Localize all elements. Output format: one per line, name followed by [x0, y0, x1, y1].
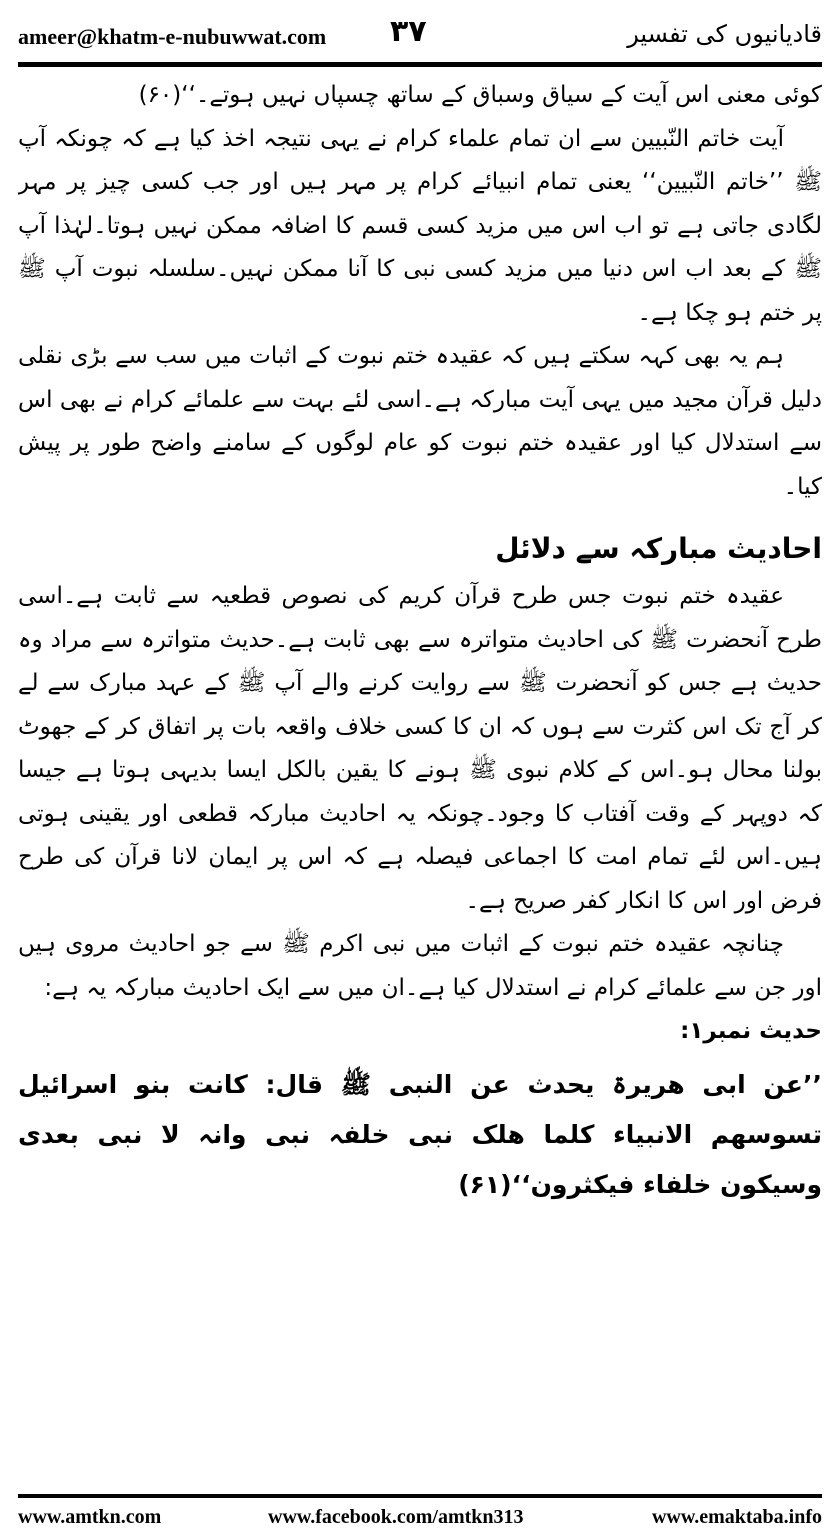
paragraph: آیت خاتم النّبیین سے ان تمام علماء کرام نے یہی نتیجہ اخذ کیا ہے کہ چونکہ آپ ﷺ ’’خاتم النّبیین‘‘ یعنی تمام انبیائے کرام پر مہر ہیں اور جب کسی چیز پر مہر لگادی جاتی ہے تو اب اس میں مزید کسی قسم کا اضافہ ممکن نہیں ہوتا۔لہٰذا آپ ﷺ کے بعد اب اس دنیا میں مزید کسی نبی کا آنا ممکن نہیں۔سلسلہ نبوت آپ ﷺ پر ختم ہو چکا ہے۔	[18, 125, 822, 326]
paragraph: ہم یہ بھی کہہ سکتے ہیں کہ عقیدہ ختم نبوت کے اثبات میں سب سے بڑی نقلی دلیل قرآن مجید میں یہی آیت مبارکہ ہے۔اسی لئے بہت سے علمائے کرام نے بھی اس سے استدلال کیا اور عقیدہ ختم نبوت کو عام لوگوں کے سامنے واضح طور پر پیش کیا۔	[18, 343, 822, 500]
page-body	[18, 74, 822, 1484]
hadith-quote: ’’عن ابی ھریرۃ یحدث عن النبی ﷺ قال: کانت بنو اسرائیل تسوسھم الانبیاء کلما ھلک نبی خلفہ نبی وانہ لا نبی بعدی وسیکون خلفاء فیکثرون‘‘(۶۱)	[18, 1069, 822, 1199]
footer-link-emaktaba[interactable]: www.emaktaba.info	[651, 1506, 822, 1528]
page-footer	[18, 1506, 822, 1534]
paragraph: عقیدہ ختم نبوت جس طرح قرآن کریم کی نصوص قطعیہ سے ثابت ہے۔اسی طرح آنحضرت ﷺ کی احادیث متواترہ سے بھی ثابت ہے۔حدیث متواترہ سے مراد وہ حدیث ہے جس کو آنحضرت ﷺ سے روایت کرنے والے آپ ﷺ کے عہد مبارک سے لے کر آج تک اس کثرت سے ہوں کہ ان کا کسی خلاف واقعہ بات پر اتفاق کر کے جھوٹ بولنا محال ہو۔اس کے کلام نبوی ﷺ ہونے کا یقین بالکل ایسا بدیہی ہوتا ہے جیسا کہ دوپہر کے وقت آفتاب کا وجود۔چونکہ یہ احادیث مبارکہ قطعی اور یقینی ہوتی ہیں۔اس لئے تمام امت کا اجماعی فیصلہ ہے کہ اس پر ایمان لانا قرآن کی طرح فرض اور اس کا انکار کفر صریح ہے۔	[18, 583, 822, 914]
book-title: قادیانیوں کی تفسیر	[627, 20, 822, 48]
footer-link-facebook[interactable]: www.facebook.com/amtkn313	[268, 1506, 524, 1528]
header-email: ameer@khatm-e-nubuwwat.com	[18, 24, 327, 49]
hadith-label: حدیث نمبر۱:	[680, 1018, 822, 1044]
page-header	[18, 10, 822, 60]
footer-link-amtkn[interactable]: www.amtkn.com	[18, 1506, 162, 1528]
page-number: ۳۷	[390, 14, 427, 49]
footer-divider	[18, 1494, 822, 1498]
paragraph: چنانچہ عقیدہ ختم نبوت کے اثبات میں نبی اکرم ﷺ سے جو احادیث مروی ہیں اور جن سے علمائے کرام نے استدلال کیا ہے۔ان میں سے ایک احادیث مبارکہ یہ ہے:	[18, 931, 822, 1001]
section-heading: احادیث مبارکہ سے دلائل	[495, 532, 822, 565]
header-divider	[18, 62, 822, 67]
paragraph: کوئی معنی اس آیت کے سیاق وسباق کے ساتھ چسپاں نہیں ہوتے۔‘‘(۶۰)	[138, 82, 822, 108]
